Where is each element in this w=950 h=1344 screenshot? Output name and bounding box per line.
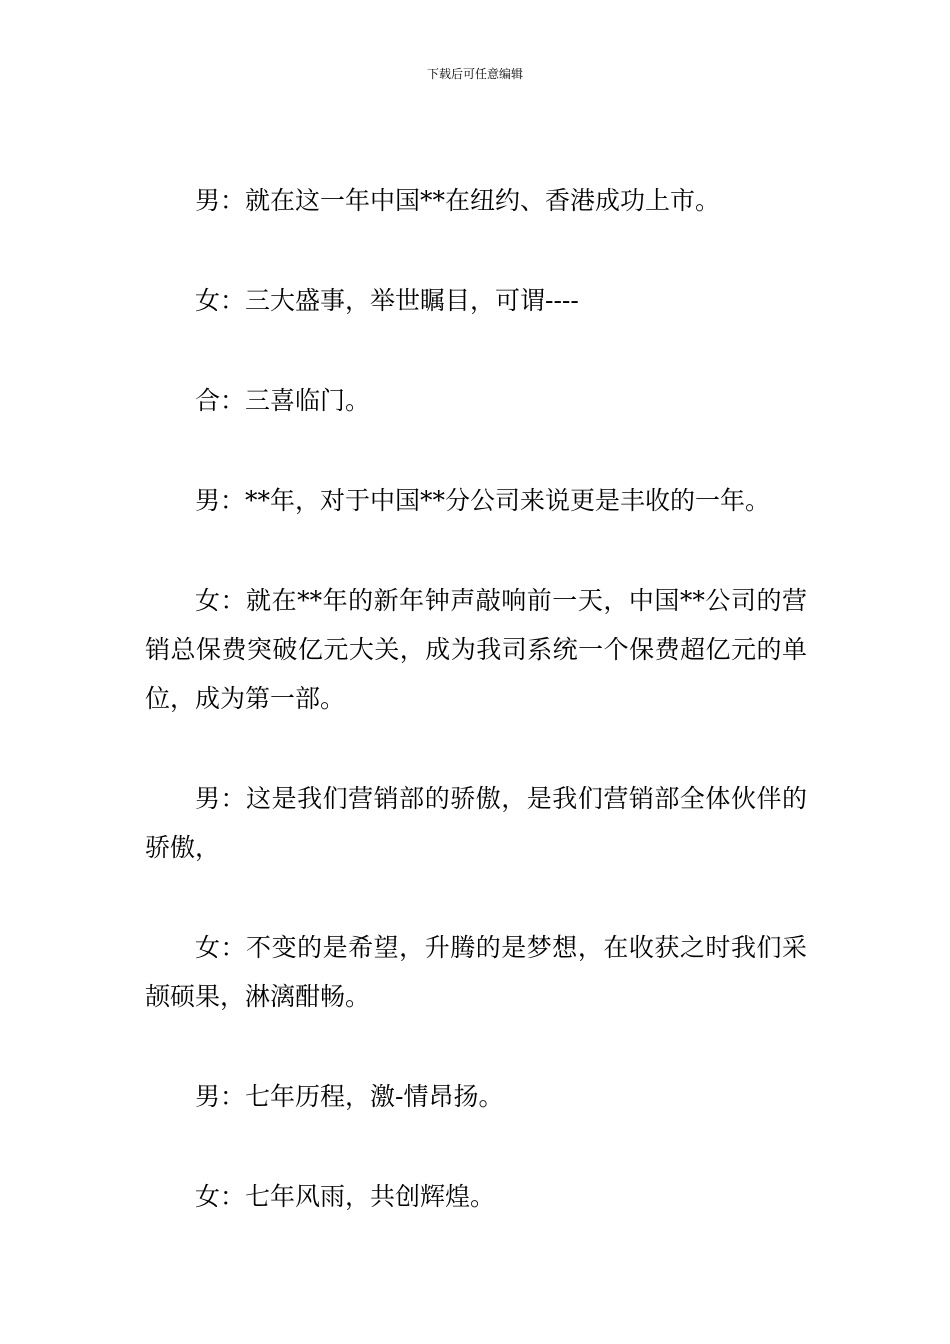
dialogue-paragraph: 男：这是我们营销部的骄傲，是我们营销部全体伙伴的骄傲，	[145, 784, 807, 862]
dialogue-paragraph: 男：**年，对于中国**分公司来说更是丰收的一年。	[195, 486, 771, 515]
document-body	[145, 176, 807, 1272]
page-header: 下载后可任意编辑	[426, 67, 523, 81]
dialogue-paragraph: 合：三喜临门。	[195, 386, 371, 415]
dialogue-paragraph: 女：就在**年的新年钟声敲响前一天，中国**公司的营销总保费突破亿元大关，成为我司系统一个保费超亿元的单位，成为第一部。	[145, 586, 807, 713]
dialogue-paragraph: 女：不变的是希望，升腾的是梦想，在收获之时我们采颉硕果，淋漓酣畅。	[145, 933, 807, 1011]
dialogue-paragraph: 女：三大盛事，举世瞩目，可谓----	[195, 286, 579, 315]
dialogue-paragraph: 女：七年风雨，共创辉煌。	[195, 1182, 496, 1211]
dialogue-paragraph: 男：就在这一年中国**在纽约、香港成功上市。	[195, 186, 721, 215]
dialogue-paragraph: 男：七年历程，激-情昂扬。	[195, 1082, 504, 1111]
